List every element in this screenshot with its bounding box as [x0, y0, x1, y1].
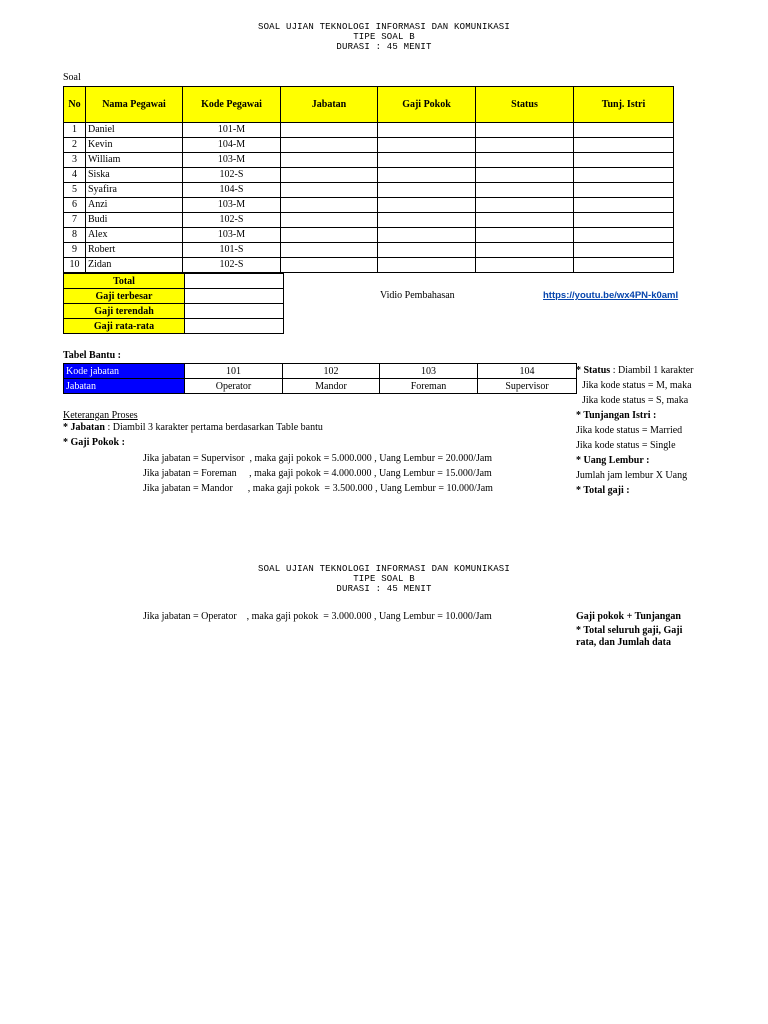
cell-gaji-pokok[interactable] — [378, 123, 476, 138]
table-row — [64, 123, 674, 138]
status-s-note: Jika kode status = S, maka — [582, 395, 689, 406]
table-header-row — [64, 87, 674, 123]
helper-code-label: Kode jabatan — [64, 364, 185, 379]
cell-kode: 102-S — [183, 168, 281, 183]
lembur-title: * Uang Lembur : — [576, 455, 650, 466]
summary-total-label: Total — [64, 274, 185, 289]
header-title-2: SOAL UJIAN TEKNOLOGI INFORMASI DAN KOMUNIKASI — [257, 564, 511, 574]
cell-jabatan[interactable] — [281, 198, 378, 213]
cell-jabatan[interactable] — [281, 258, 378, 273]
soal-label: Soal — [63, 72, 81, 83]
cell-kode: 103-M — [183, 228, 281, 243]
summary-min-value[interactable] — [185, 304, 284, 319]
table-row — [64, 153, 674, 168]
helper-code-101: 101 — [185, 364, 283, 379]
header-duration-2: DURASI : 45 MENIT — [336, 584, 432, 594]
cell-status[interactable] — [476, 153, 574, 168]
table-row — [64, 213, 674, 228]
cell-status[interactable] — [476, 123, 574, 138]
cell-tunj-istri[interactable] — [574, 153, 674, 168]
lembur-text: Jumlah jam lembur X Uang — [576, 470, 688, 481]
cell-no: 5 — [64, 183, 86, 198]
cell-jabatan[interactable] — [281, 138, 378, 153]
cell-tunj-istri[interactable] — [574, 168, 674, 183]
cell-no: 2 — [64, 138, 86, 153]
cell-jabatan[interactable] — [281, 168, 378, 183]
table-row — [64, 183, 674, 198]
header-title: SOAL UJIAN TEKNOLOGI INFORMASI DAN KOMUNIKASI — [257, 22, 511, 32]
cell-nama: Alex — [86, 228, 183, 243]
cell-no: 3 — [64, 153, 86, 168]
rule-supervisor: Jika jabatan = Supervisor , maka gaji pokok = 5.000.000 , Uang Lembur = 20.000/Jam — [143, 453, 493, 464]
summary-avg-value[interactable] — [185, 319, 284, 334]
table-row — [64, 258, 674, 273]
cell-nama: Siska — [86, 168, 183, 183]
cell-tunj-istri[interactable] — [574, 198, 674, 213]
total-line-2: * Total seluruh gaji, Gaji — [576, 625, 683, 636]
table-row — [64, 138, 674, 153]
cell-status[interactable] — [476, 228, 574, 243]
cell-gaji-pokok[interactable] — [378, 243, 476, 258]
table-row — [64, 243, 674, 258]
col-header-kode: Kode Pegawai — [183, 87, 281, 123]
helper-title: Tabel Bantu : — [63, 350, 121, 361]
cell-kode: 103-M — [183, 198, 281, 213]
total-line-1: Gaji pokok + Tunjangan — [576, 611, 681, 622]
table-row — [64, 228, 674, 243]
helper-name-supervisor: Supervisor — [478, 379, 577, 394]
cell-tunj-istri[interactable] — [574, 183, 674, 198]
cell-gaji-pokok[interactable] — [378, 183, 476, 198]
helper-code-103: 103 — [380, 364, 478, 379]
summary-table — [63, 273, 284, 334]
table-row — [64, 198, 674, 213]
cell-tunj-istri[interactable] — [574, 123, 674, 138]
right-notes — [576, 360, 694, 660]
employee-table — [63, 86, 674, 273]
cell-gaji-pokok[interactable] — [378, 168, 476, 183]
helper-code-104: 104 — [478, 364, 577, 379]
cell-status[interactable] — [476, 183, 574, 198]
cell-gaji-pokok[interactable] — [378, 153, 476, 168]
cell-kode: 101-S — [183, 243, 281, 258]
cell-jabatan[interactable] — [281, 153, 378, 168]
cell-nama: Syafira — [86, 183, 183, 198]
cell-tunj-istri[interactable] — [574, 228, 674, 243]
cell-no: 10 — [64, 258, 86, 273]
helper-name-mandor: Mandor — [283, 379, 380, 394]
col-header-nama: Nama Pegawai — [86, 87, 183, 123]
cell-jabatan[interactable] — [281, 228, 378, 243]
cell-tunj-istri[interactable] — [574, 243, 674, 258]
keterangan-gaji-title: * Gaji Pokok : — [63, 437, 125, 448]
cell-no: 7 — [64, 213, 86, 228]
cell-gaji-pokok[interactable] — [378, 228, 476, 243]
cell-no: 9 — [64, 243, 86, 258]
cell-status[interactable] — [476, 243, 574, 258]
cell-gaji-pokok[interactable] — [378, 138, 476, 153]
summary-avg-label: Gaji rata-rata — [64, 319, 185, 334]
cell-tunj-istri[interactable] — [574, 213, 674, 228]
status-m-note: Jika kode status = M, maka — [582, 380, 692, 391]
tunjangan-title: * Tunjangan Istri : — [576, 410, 657, 421]
cell-tunj-istri[interactable] — [574, 138, 674, 153]
rule-operator: Jika jabatan = Operator , maka gaji pokok = 3.000.000 , Uang Lembur = 10.000/Jam — [143, 611, 492, 622]
video-label: Vidio Pembahasan — [380, 290, 455, 301]
video-link[interactable]: https://youtu.be/wx4PN-k0amI — [543, 290, 679, 301]
cell-status[interactable] — [476, 213, 574, 228]
rule-mandor: Jika jabatan = Mandor , maka gaji pokok = 3.500.000 , Uang Lembur = 10.000/Jam — [143, 483, 493, 494]
table-row — [64, 168, 674, 183]
cell-kode: 101-M — [183, 123, 281, 138]
cell-jabatan[interactable] — [281, 243, 378, 258]
cell-tunj-istri[interactable] — [574, 258, 674, 273]
helper-code-102: 102 — [283, 364, 380, 379]
col-header-tunj-istri: Tunj. Istri — [574, 87, 674, 123]
cell-gaji-pokok[interactable] — [378, 258, 476, 273]
tunjangan-single: Jika kode status = Single — [576, 440, 676, 451]
cell-no: 6 — [64, 198, 86, 213]
cell-status[interactable] — [476, 198, 574, 213]
cell-gaji-pokok[interactable] — [378, 213, 476, 228]
cell-no: 1 — [64, 123, 86, 138]
cell-jabatan[interactable] — [281, 213, 378, 228]
summary-min-label: Gaji terendah — [64, 304, 185, 319]
helper-name-operator: Operator — [185, 379, 283, 394]
cell-no: 8 — [64, 228, 86, 243]
cell-nama: Daniel — [86, 123, 183, 138]
helper-name-foreman: Foreman — [380, 379, 478, 394]
total-line-3: rata, dan Jumlah data — [576, 637, 672, 648]
summary-max-value[interactable] — [185, 289, 284, 304]
total-gaji-title: * Total gaji : — [576, 485, 630, 496]
keterangan-jabatan: * Jabatan : Diambil 3 karakter pertama berdasarkan Table bantu — [63, 422, 323, 433]
cell-jabatan[interactable] — [281, 183, 378, 198]
cell-status[interactable] — [476, 138, 574, 153]
cell-kode: 102-S — [183, 213, 281, 228]
cell-no: 4 — [64, 168, 86, 183]
cell-nama: Budi — [86, 213, 183, 228]
status-note: * Status : Diambil 1 karakter — [576, 365, 694, 376]
summary-total-value[interactable] — [185, 274, 284, 289]
header-type: TIPE SOAL B — [353, 32, 415, 42]
cell-nama: Anzi — [86, 198, 183, 213]
cell-kode: 104-S — [183, 183, 281, 198]
keterangan-title: Keterangan Proses — [63, 410, 138, 421]
col-header-no: No — [64, 87, 86, 123]
tunjangan-married: Jika kode status = Married — [576, 425, 683, 436]
header-type-2: TIPE SOAL B — [353, 574, 415, 584]
cell-jabatan[interactable] — [281, 123, 378, 138]
col-header-jabatan: Jabatan — [281, 87, 378, 123]
col-header-gaji-pokok: Gaji Pokok — [378, 87, 476, 123]
cell-kode: 104-M — [183, 138, 281, 153]
cell-nama: Robert — [86, 243, 183, 258]
cell-nama: William — [86, 153, 183, 168]
cell-nama: Zidan — [86, 258, 183, 273]
cell-status[interactable] — [476, 258, 574, 273]
cell-status[interactable] — [476, 168, 574, 183]
cell-kode: 102-S — [183, 258, 281, 273]
header-duration: DURASI : 45 MENIT — [336, 42, 432, 52]
helper-table — [63, 363, 577, 394]
cell-gaji-pokok[interactable] — [378, 198, 476, 213]
cell-kode: 103-M — [183, 153, 281, 168]
col-header-status: Status — [476, 87, 574, 123]
helper-jabatan-label: Jabatan — [64, 379, 185, 394]
summary-max-label: Gaji terbesar — [64, 289, 185, 304]
cell-nama: Kevin — [86, 138, 183, 153]
rule-foreman: Jika jabatan = Foreman , maka gaji pokok = 4.000.000 , Uang Lembur = 15.000/Jam — [143, 468, 492, 479]
